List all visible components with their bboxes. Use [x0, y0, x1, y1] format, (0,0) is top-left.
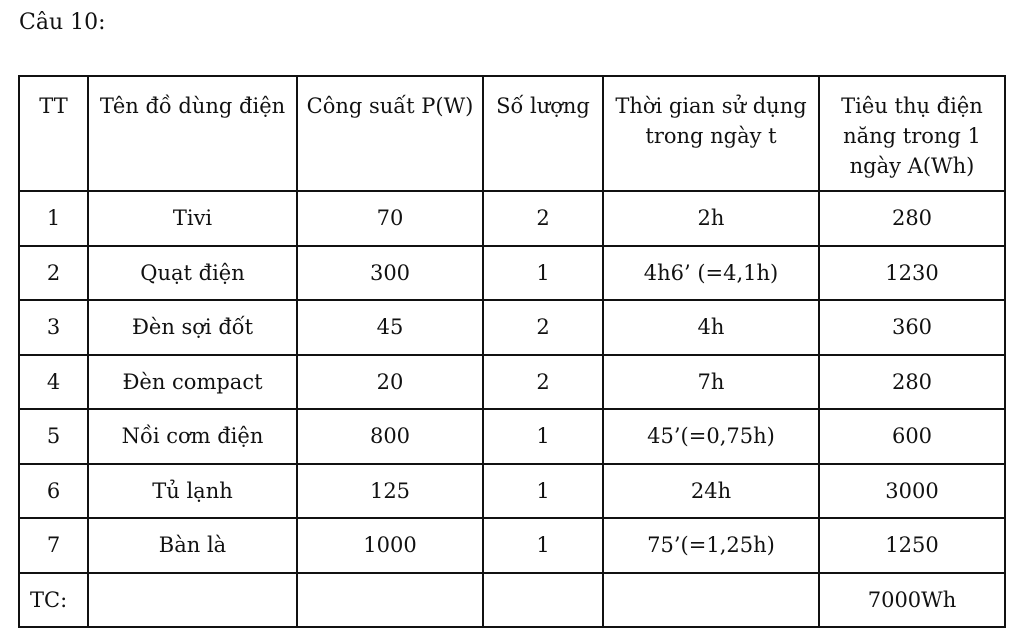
table-row	[19, 355, 1005, 410]
header-quantity: Số lượng	[483, 76, 603, 191]
cell-usage-time: 75’(=1,25h)	[603, 518, 819, 573]
total-empty-cell	[297, 573, 483, 628]
cell-usage-time: 2h	[603, 191, 819, 246]
cell-quantity: 2	[483, 355, 603, 410]
header-appliance-name: Tên đồ dùng điện	[88, 76, 297, 191]
cell-usage-time: 4h6’ (=4,1h)	[603, 246, 819, 301]
cell-usage-time: 45’(=0,75h)	[603, 409, 819, 464]
cell-energy: 280	[819, 191, 1005, 246]
cell-appliance-name: Đèn sợi đốt	[88, 300, 297, 355]
question-heading: Câu 10:	[19, 10, 106, 35]
cell-quantity: 2	[483, 300, 603, 355]
cell-power: 45	[297, 300, 483, 355]
cell-quantity: 1	[483, 409, 603, 464]
table-header-row	[19, 76, 1005, 191]
cell-energy: 1250	[819, 518, 1005, 573]
total-value: 7000Wh	[819, 573, 1005, 628]
cell-index: 4	[19, 355, 88, 410]
cell-appliance-name: Nồi cơm điện	[88, 409, 297, 464]
cell-energy: 280	[819, 355, 1005, 410]
header-power: Công suất P(W)	[297, 76, 483, 191]
total-empty-cell	[603, 573, 819, 628]
cell-energy: 1230	[819, 246, 1005, 301]
cell-power: 125	[297, 464, 483, 519]
total-empty-cell	[88, 573, 297, 628]
table-total-row	[19, 573, 1005, 628]
cell-index: 1	[19, 191, 88, 246]
cell-quantity: 1	[483, 246, 603, 301]
cell-appliance-name: Tủ lạnh	[88, 464, 297, 519]
energy-consumption-table	[18, 75, 1006, 628]
table-row	[19, 300, 1005, 355]
total-label: TC:	[19, 573, 88, 628]
cell-power: 300	[297, 246, 483, 301]
header-index: TT	[19, 76, 88, 191]
cell-power: 800	[297, 409, 483, 464]
cell-appliance-name: Bàn là	[88, 518, 297, 573]
cell-power: 20	[297, 355, 483, 410]
header-usage-time: Thời gian sử dụng trong ngày t	[603, 76, 819, 191]
cell-index: 7	[19, 518, 88, 573]
cell-quantity: 1	[483, 464, 603, 519]
cell-index: 2	[19, 246, 88, 301]
cell-usage-time: 24h	[603, 464, 819, 519]
cell-appliance-name: Tivi	[88, 191, 297, 246]
cell-energy: 360	[819, 300, 1005, 355]
cell-usage-time: 7h	[603, 355, 819, 410]
cell-appliance-name: Đèn compact	[88, 355, 297, 410]
cell-index: 5	[19, 409, 88, 464]
total-empty-cell	[483, 573, 603, 628]
cell-quantity: 1	[483, 518, 603, 573]
table-row	[19, 518, 1005, 573]
table-row	[19, 409, 1005, 464]
cell-power: 1000	[297, 518, 483, 573]
table-row	[19, 191, 1005, 246]
cell-appliance-name: Quạt điện	[88, 246, 297, 301]
cell-index: 3	[19, 300, 88, 355]
cell-quantity: 2	[483, 191, 603, 246]
header-energy-consumption: Tiêu thụ điện năng trong 1 ngày A(Wh)	[819, 76, 1005, 191]
cell-usage-time: 4h	[603, 300, 819, 355]
table-row	[19, 246, 1005, 301]
cell-energy: 600	[819, 409, 1005, 464]
cell-index: 6	[19, 464, 88, 519]
cell-power: 70	[297, 191, 483, 246]
cell-energy: 3000	[819, 464, 1005, 519]
table-row	[19, 464, 1005, 519]
